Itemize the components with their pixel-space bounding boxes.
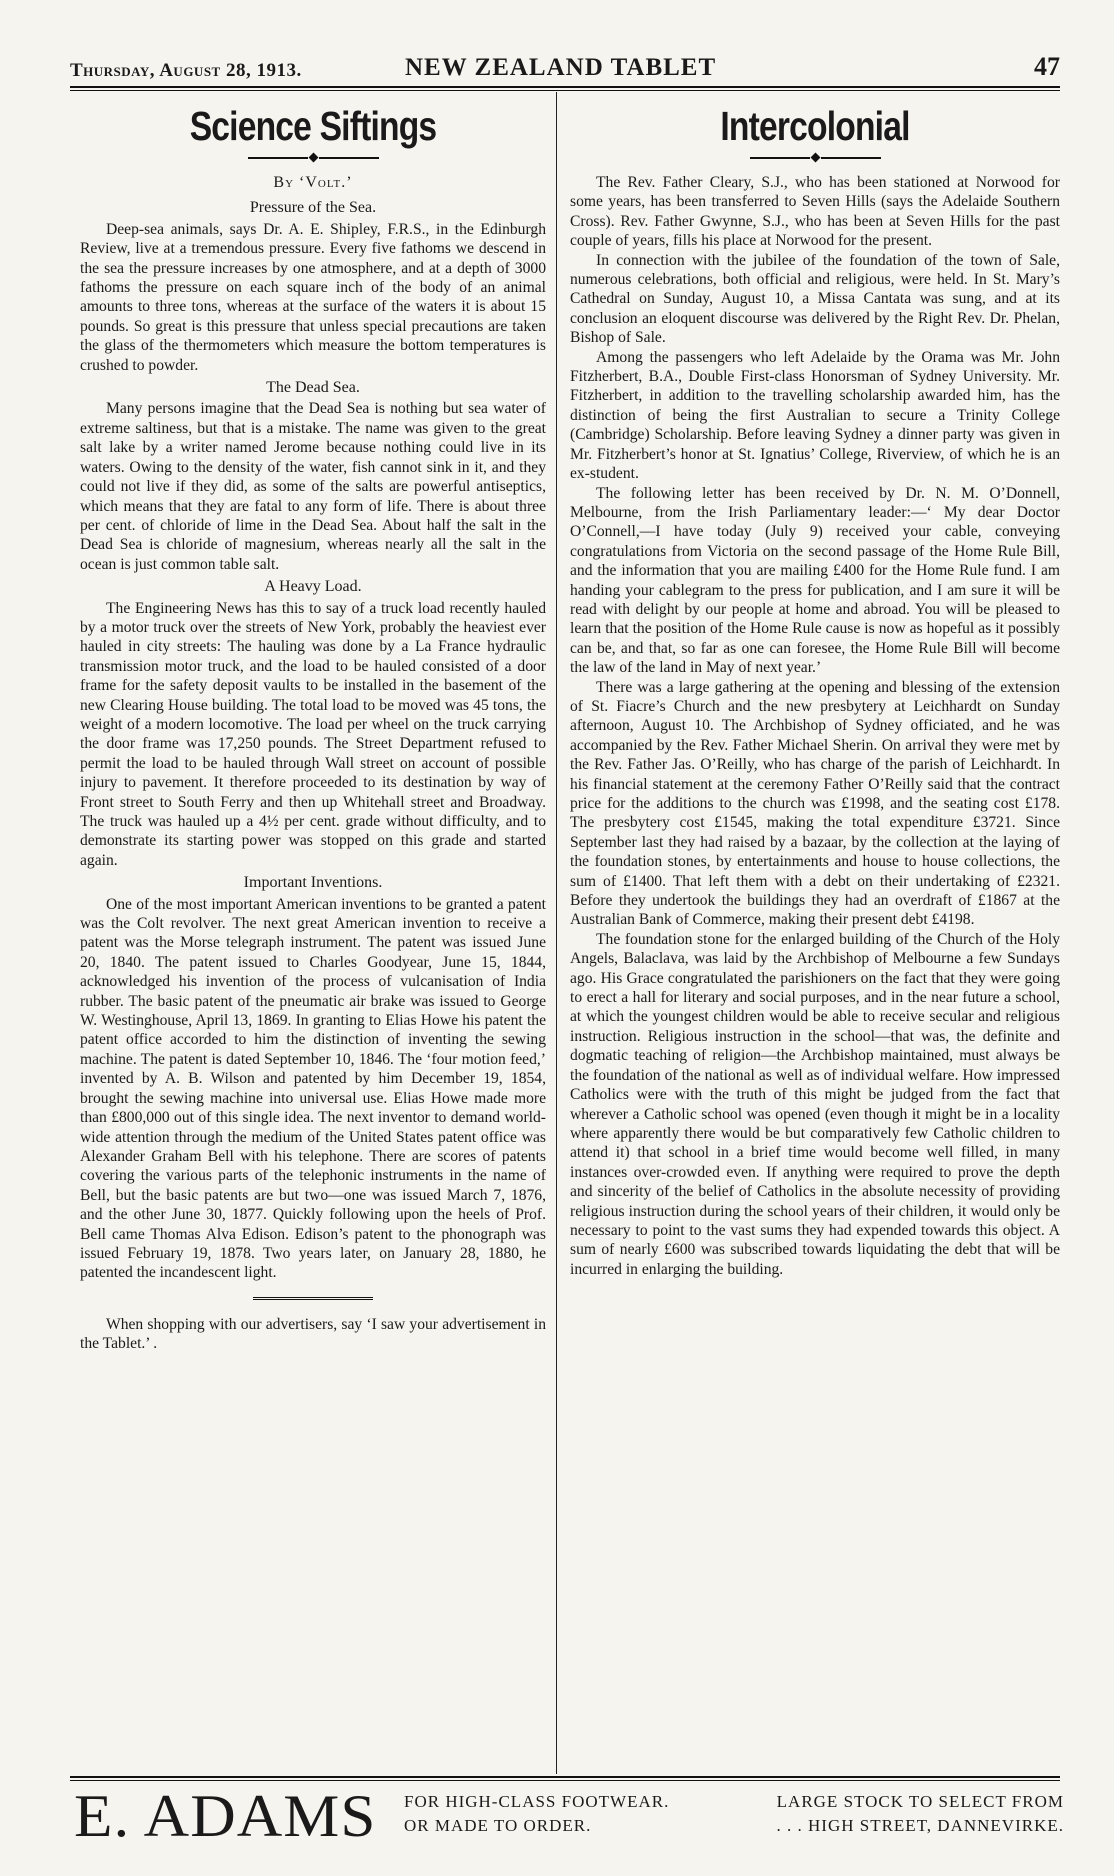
article-paragraph: The foundation stone for the enlarged building of the Church of the Holy Angels, Balaclava, was laid by the Archbishop of Melbourne a few Sundays ago. His Grace congratulated the parishioners on the fact that they were going to erect a hall for literary and social purposes, and in the near future a school, at which the youngest children would be able to receive secular and religious instruction. Religious instruction in the school—that was, the definite and dogmatic teaching of religion—the Archbishop maintained, must always be the foundation of the national as well as of individual welfare. How impressed Catholics were with the truth of this might be judged from the fact that wherever a Catholic school was opened (even though it might be in a locality where apparently there would be but comparatively few Catholic children to attend it) that school in a brief time would become well filled, in many instances over-crowded even. If anything were required to prove the depth and sincerity of the belief of Catholics in the absolute necessity of providing religious instruction during the school years of their children, it would only be necessary to point to the vast sums they had expended towards this object. A sum of nearly £600 was subscribed towards liquidating the debt that will be incurred in enlarging the building. (570, 930, 1060, 1278)
section-title-intercolonial: Intercolonial (720, 103, 910, 149)
ad-line-2-left: OR MADE TO ORDER. (404, 1816, 592, 1835)
column-divider (556, 92, 557, 1774)
ad-line-1-right: LARGE STOCK TO SELECT FROM (776, 1792, 1064, 1811)
page-number: 47 (1034, 52, 1060, 81)
subhead-dead-sea: The Dead Sea. (266, 379, 360, 397)
article-paragraph: There was a large gathering at the opening and blessing of the extension of St. Fiacre’s Church and the new presbytery at Leichhardt on Sunday afternoon, August 10. The Archbishop of Sydney officiated, and he was accompanied by the Rev. Father Michael Sherin. On arrival they were met by the Rev. Father Jas. O’Reilly, who has charge of the parish of Leichhardt. In his financial statement at the ceremony Father O’Reilly said that the contract price for the additions to the church was £1998, and the seating cost £178. The presbytery cost £1545, making the total expenditure £3721. Since September last they had raised by a bazaar, by the collection at the laying of the foundation stones, by entertainments and house to house collections, the sum of £1400. That left them with a debt on their undertaking of £2321. Before they undertook the buildings they had an overdraft of £1867 at the Australian Bank of Commerce, making their present debt £4198. (570, 678, 1060, 929)
article-paragraph: Among the passengers who left Adelaide by the Orama was Mr. John Fitzherbert, B.A., Double First-class Honorsman of Sydney University. Mr. Fitzherbert, in addition to the travelling scholarship awarded him, has the distinction of being the first Australian to secure a Trinity College (Cambridge) Scholarship. Before leaving Sydney a dinner party was given in Mr. Fitzherbert’s honor at St. Ignatius’ College, Riverview, of which he is an ex-student. (570, 348, 1060, 483)
ad-line-1 (404, 1792, 1064, 1812)
title-ornament (570, 154, 1060, 161)
article-paragraph: The Rev. Father Cleary, S.J., who has been stationed at Norwood for some years, has been transferred to Seven Hills (says the Adelaide Southern Cross). Rev. Father Gwynne, S.J., who has been at Seven Hills for the past couple of years, fills his place at Norwood for the present. (570, 174, 1060, 250)
byline: By ‘Volt.’ (273, 174, 353, 191)
article-paragraph: Deep-sea animals, says Dr. A. E. Shipley, F.R.S., in the Edinburgh Review, live at a tremendous pressure. Every five fathoms we descend in the sea the pressure increases by one atmosphere, and at a depth of 3000 fathoms the pressure on each square inch of the body of an animal amounts to three tons, whereas at the surface of the waters it is about 15 pounds. So great is this pressure that unless special precautions are taken the glass of the thermometers which measure the bottom temperatures is crushed to powder. (80, 220, 546, 374)
article-paragraph: The Engineering News has this to say of a truck load recently hauled by a motor truck over the streets of New York, probably the heaviest ever hauled in city streets: The hauling was done by a La France hydraulic transmission motor truck, and the load to be hauled consisted of a door frame for the safety deposit vaults to be installed in the basement of the new Clearing House building. The total load to be moved was 45 tons, the weight of a modern locomotive. The load per wheel on the truck carrying the door frame was 17,250 pounds. The Street Department refused to permit the load to be hauled through Wall street on account of possible injury to pavement. It therefore proceeded to its destination by way of Front street to South Ferry and then up Whitehall street and Broadway. The truck was hauled up a 4½ per cent. grade without difficulty, and to demonstrate its starting power was stopped on this grade and started again. (80, 599, 546, 869)
subhead-pressure: Pressure of the Sea. (249, 199, 377, 217)
header-rule-thin (70, 90, 1060, 91)
subhead-inventions: Important Inventions. (243, 874, 383, 892)
article-paragraph: In connection with the jubilee of the foundation of the town of Sale, numerous celebrations, both official and religious, were held. In St. Mary’s Cathedral on Sunday, August 10, a Missa Cantata was sung, and at its conclusion an eloquent discourse was delivered by the Right Rev. Dr. Phelan, Bishop of Sale. (570, 251, 1060, 347)
publication-title: NEW ZEALAND TABLET (405, 54, 717, 81)
footer-rule (70, 1776, 1060, 1778)
ad-line-2-right: . . . HIGH STREET, DANNEVIRKE. (776, 1816, 1064, 1835)
shopping-note: When shopping with our advertisers, say ‘I saw your advertisement in the Tablet.’ . (80, 1315, 546, 1353)
article-paragraph: Many persons imagine that the Dead Sea is nothing but sea water of extreme saltiness, but that is a mistake. The name was given to the great salt lake by a writer named Jerome because nothing could live in its waters. Owing to the density of the water, fish cannot sink in it, and they could not live if they did, as some of the salts are powerful antiseptics, which means that they are fatal to any form of life. There is about three per cent. of chloride of lime in the Dead Sea. About half the salt in the Dead Sea is chloride of magnesium, whereas nearly all the salt in the ocean is just common table salt. (80, 400, 546, 573)
header-rule (70, 86, 1060, 88)
ad-line-2 (404, 1816, 1064, 1836)
ad-line-1-left: FOR HIGH-CLASS FOOTWEAR. (404, 1792, 670, 1811)
intercolonial-column (570, 96, 1060, 1279)
issue-date: Thursday, August 28, 1913. (70, 60, 302, 81)
science-siftings-column (80, 96, 546, 1354)
page-header (70, 48, 1060, 82)
article-paragraph: The following letter has been received by Dr. N. M. O’Donnell, Melbourne, from the Irish Parliamentary leader:—‘ My dear Doctor O’Connell,—I have today (July 9) received your cable, conveying congratulations from Victoria on the second passage of the Home Rule Bill, and the information that you are mailing £400 for the Home Rule fund. I am handing your cablegram to the press for publication, and I am sure it will be read with delight by our people at home and abroad. You will be pleased to learn that the position of the Home Rule cause is now as hopeful as it possibly can be, and that, so far as one can foresee, the Home Rule Bill will become the law of the land in May of next year.’ (570, 484, 1060, 677)
advertisement (74, 1783, 1064, 1856)
end-rule (253, 1297, 373, 1303)
advertiser-name: E. ADAMS (74, 1783, 377, 1849)
footer-rule-thin (70, 1780, 1060, 1781)
subhead-heavy-load: A Heavy Load. (264, 578, 362, 596)
title-ornament (80, 154, 546, 161)
article-paragraph: One of the most important American inventions to be granted a patent was the Colt revolver. The next great American invention to receive a patent was the Morse telegraph instrument. The patent was issued June 20, 1840. The patent issued to Charles Goodyear, June 15, 1844, acknowledged his invention of the process of vulcanisation of India rubber. The basic patent of the pneumatic air brake was issued to George W. Westinghouse, April 13, 1869. In granting to Elias Howe his patent the patent office accorded to him the distinction of inventing the sewing machine. The patent is dated September 10, 1846. The ‘four motion feed,’ invented by A. B. Wilson and patented by him December 19, 1854, brought the sewing machine into universal use. Elias Howe made more than £800,000 out of this single idea. The next inventor to demand world-wide attention through the medium of the United States patent office was Alexander Graham Bell with his telephone. There are scores of patents covering the various parts of the telephonic instruments in the name of Bell, but the basic patents are but two—one was issued March 7, 1876, and the other June 30, 1877. Quickly following upon the heels of Prof. Bell came Thomas Alva Edison. Edison’s patent to the phonograph was issued February 19, 1878. Two years later, on January 28, 1880, he patented the incandescent light. (80, 895, 546, 1282)
section-title-science: Science Siftings (189, 103, 437, 149)
